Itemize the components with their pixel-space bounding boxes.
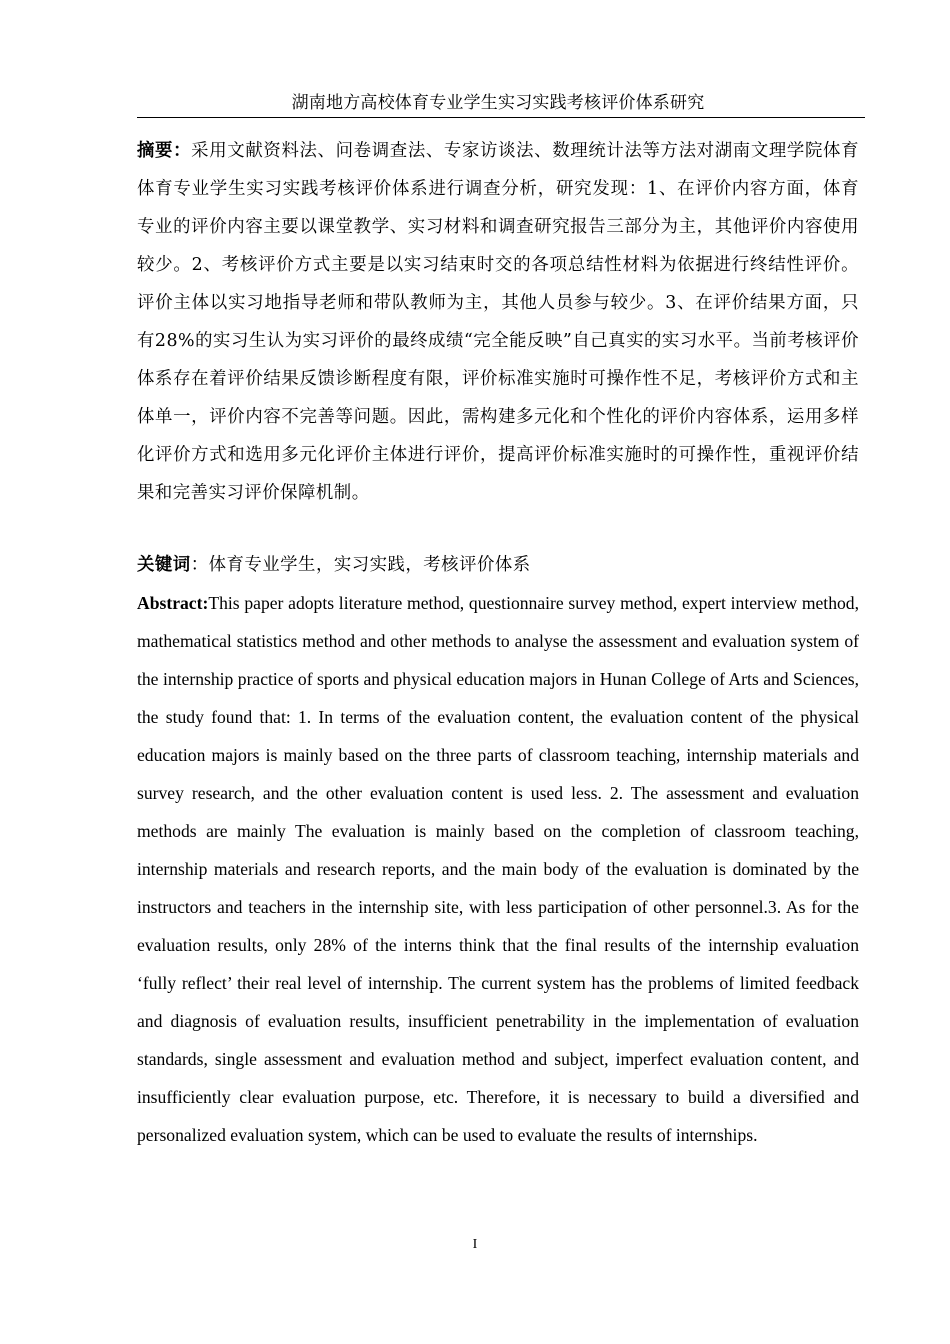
chinese-abstract [137,132,859,512]
english-abstract-label: Abstract: [137,593,209,613]
chinese-keywords [137,546,859,584]
chinese-keywords-label: 关键词 [137,555,191,575]
chinese-abstract-text: 采用文献资料法、问卷调查法、专家访谈法、数理统计法等方法对湖南文理学院体育体育专业学生实习实践考核评价体系进行调查分析，研究发现：1、在评价内容方面，体育专业的评价内容主要以课堂教学、实习材料和调查研究报告三部分为主，其他评价内容使用较少。2、考核评价方式主要是以实习结束时交的各项总结性材料为依据进行终结性评价。评价主体以实习地指导老师和带队教师为主，其他人员参与较少。3、在评价结果方面，只有28%的实习生认为实习评价的最终成绩“完全能反映”自己真实的实习水平。当前考核评价体系存在着评价结果反馈诊断程度有限，评价标准实施时可操作性不足，考核评价方式和主体单一，评价内容不完善等问题。因此，需构建多元化和个性化的评价内容体系，运用多样化评价方式和选用多元化评价主体进行评价，提高评价标准实施时的可操作性，重视评价结果和完善实习评价保障机制。 [137,141,859,503]
running-header-title: 湖南地方高校体育专业学生实习实践考核评价体系研究 [291,93,705,113]
page-number: I [472,1237,478,1252]
chinese-keywords-separator: ： [190,555,209,575]
english-abstract [137,584,859,1154]
header-divider [137,117,865,118]
chinese-keywords-text: 体育专业学生，实习实践，考核评价体系 [208,555,531,575]
chinese-abstract-label: 摘要： [137,141,192,161]
english-abstract-text: This paper adopts literature method, questionnaire survey method, expert interview method, mathematical statistics method and other methods to analyse the assessment and evaluation system of the internship practice of sports and physical education majors in Hunan College of Arts and Sciences, the study found that: 1. In terms of the evaluation content, the evaluation content of the physical education majors is mainly based on the three parts of classroom teaching, internship materials and survey research, and the other evaluation content is used less. 2. The assessment and evaluation methods are mainly The evaluation is mainly based on the completion of classroom teaching, internship materials and research reports, and the main body of the evaluation is dominated by the instructors and teachers in the internship site, with less participation of other personnel.3. As for the evaluation results, only 28% of the interns think that the final results of the internship evaluation ‘fully reflect’ their real level of internship. The current system has the problems of limited feedback and diagnosis of evaluation results, insufficient penetrability in the implementation of evaluation standards, single assessment and evaluation method and subject, imperfect evaluation content, and insufficiently clear evaluation purpose, etc. Therefore, it is necessary to build a diversified and personalized evaluation system, which can be used to evaluate the results of internships. [137,593,859,1145]
